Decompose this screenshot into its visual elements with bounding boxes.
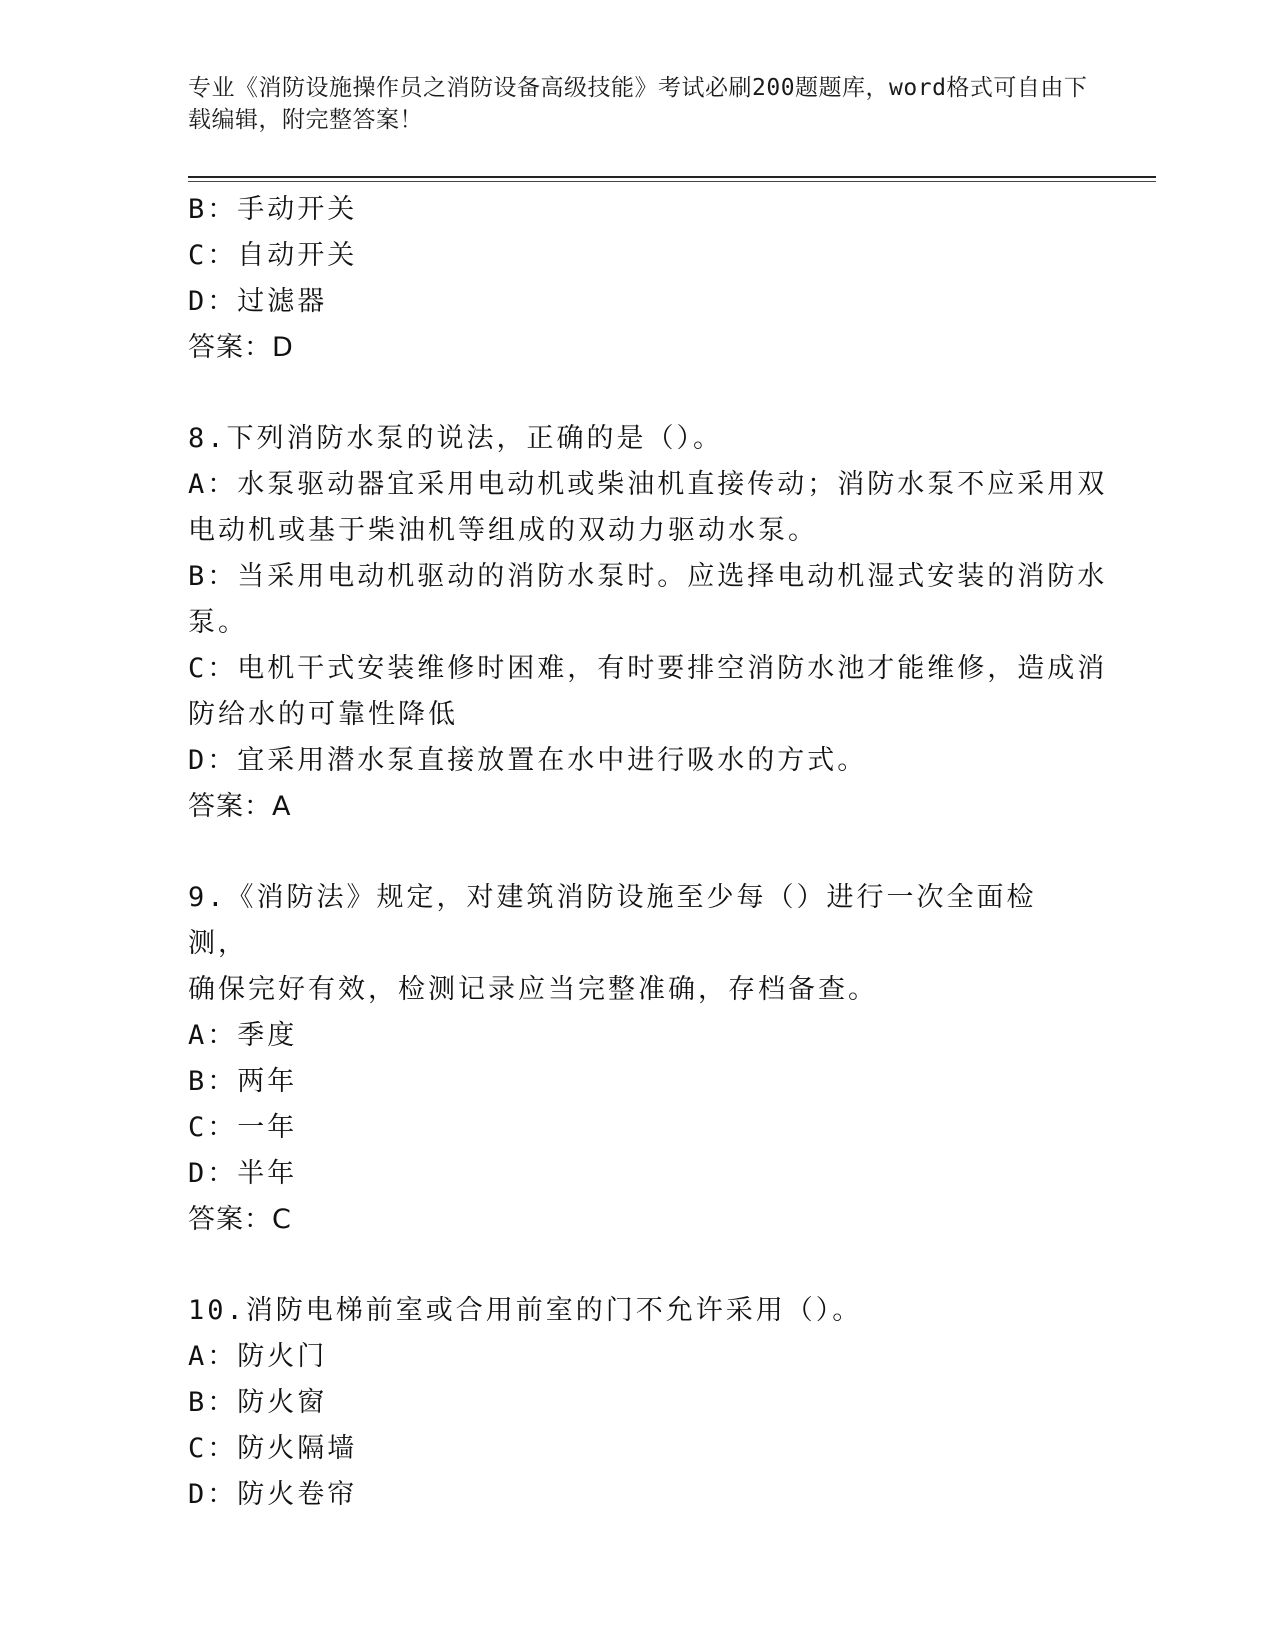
option-b-line-1: B：当采用电动机驱动的消防水泵时。应选择电动机湿式安装的消防水 bbox=[188, 561, 1108, 592]
document-header: 专业《消防设施操作员之消防设备高级技能》考试必刷200题题库，word格式可自由下载编辑，附完整答案！ bbox=[188, 75, 1088, 133]
header-divider-thin bbox=[188, 181, 1156, 182]
option-d: D：宜采用潜水泵直接放置在水中进行吸水的方式。 bbox=[188, 745, 868, 776]
option-b-line-2: 泵。 bbox=[188, 607, 248, 638]
option-a: A：防火门 bbox=[188, 1341, 328, 1372]
question-8 bbox=[188, 416, 1108, 830]
answer: 答案：D bbox=[188, 332, 294, 363]
option-c: C：自动开关 bbox=[188, 240, 358, 271]
question-7-tail bbox=[188, 187, 1088, 371]
answer: 答案：A bbox=[188, 791, 292, 822]
question-stem-line-1: 9.《消防法》规定，对建筑消防设施至少每（）进行一次全面检测， bbox=[188, 882, 1037, 959]
option-b: B：手动开关 bbox=[188, 194, 358, 225]
option-d: D：防火卷帘 bbox=[188, 1479, 358, 1510]
option-c: C：一年 bbox=[188, 1112, 298, 1143]
question-9 bbox=[188, 875, 1088, 1243]
option-c: C：防火隔墙 bbox=[188, 1433, 358, 1464]
option-d: D：过滤器 bbox=[188, 286, 328, 317]
option-b: B：防火窗 bbox=[188, 1387, 328, 1418]
option-c-line-2: 防给水的可靠性降低 bbox=[188, 699, 458, 730]
question-stem: 8.下列消防水泵的说法，正确的是（）。 bbox=[188, 423, 724, 454]
option-a-line-1: A：水泵驱动器宜采用电动机或柴油机直接传动；消防水泵不应采用双 bbox=[188, 469, 1108, 500]
option-a-line-2: 电动机或基于柴油机等组成的双动力驱动水泵。 bbox=[188, 515, 818, 546]
answer: 答案：C bbox=[188, 1204, 292, 1235]
document-body bbox=[188, 187, 1108, 1518]
option-d: D：半年 bbox=[188, 1158, 298, 1189]
option-a: A：季度 bbox=[188, 1020, 298, 1051]
question-stem-line-2: 确保完好有效，检测记录应当完整准确，存档备查。 bbox=[188, 974, 878, 1005]
question-stem: 10.消防电梯前室或合用前室的门不允许采用（）。 bbox=[188, 1295, 863, 1326]
question-10 bbox=[188, 1288, 1088, 1518]
option-c-line-1: C：电机干式安装维修时困难，有时要排空消防水池才能维修，造成消 bbox=[188, 653, 1108, 684]
header-divider-thick bbox=[188, 176, 1156, 178]
option-b: B：两年 bbox=[188, 1066, 298, 1097]
